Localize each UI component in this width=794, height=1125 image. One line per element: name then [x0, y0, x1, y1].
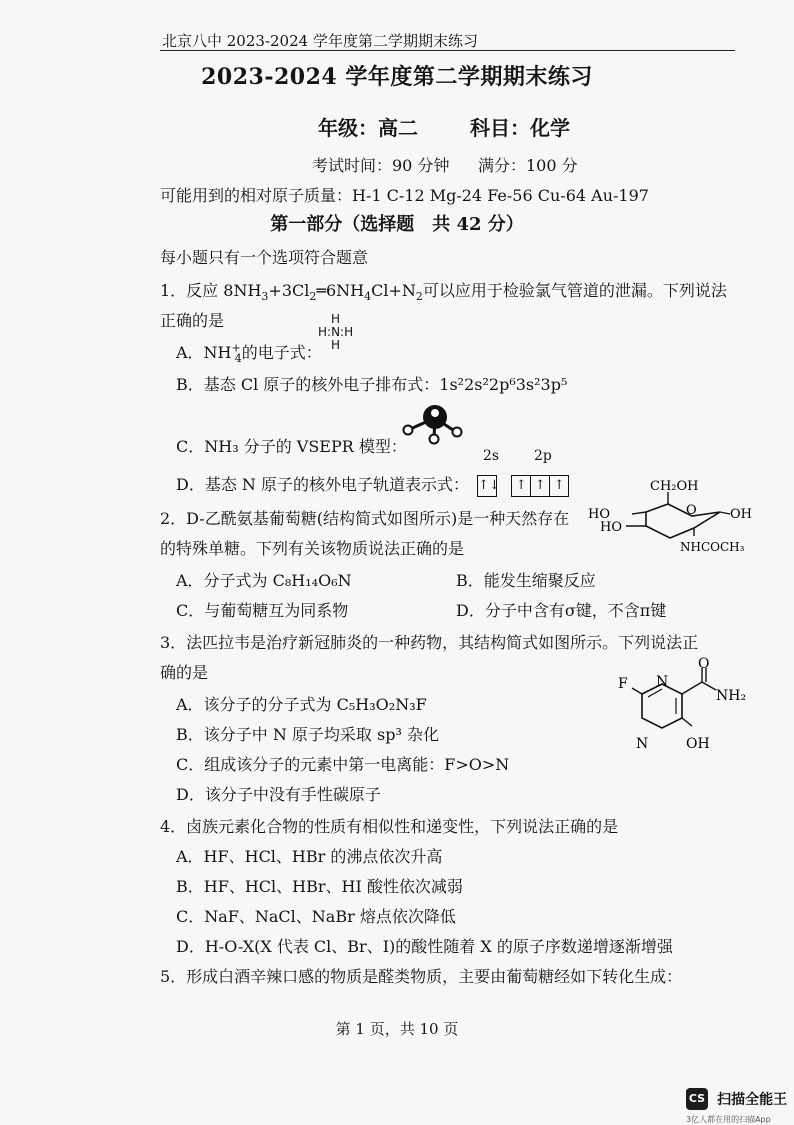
acetylglucosamine-structure	[588, 476, 764, 560]
atomic-masses: 可能用到的相对原子质量：H-1 C-12 Mg-24 Fe-56 Cu-64 Au-197	[160, 186, 649, 205]
ammonium-lewis-structure: H H:N:H H	[318, 312, 354, 352]
q2-stem: 2．D-乙酰氨基葡萄糖(结构简式如图所示)是一种天然存在	[160, 509, 570, 528]
part-one-intro: 每小题只有一个选项符合题意	[160, 248, 369, 267]
q3-option-a: A．该分子的分子式为 C₅H₃O₂N₃F	[176, 695, 427, 714]
vsepr-model-diagram	[400, 400, 470, 448]
subject-label: 科目：化学	[470, 116, 570, 140]
orbital-2s-boxes: ↑↓	[478, 474, 497, 497]
q1-stem-line2: 正确的是	[160, 311, 225, 330]
q4-option-d: D．H-O-X(X 代表 Cl、Br、I)的酸性随着 X 的原子序数递增逐渐增强	[176, 937, 673, 956]
ho-label-1: HO	[588, 507, 610, 522]
carbonyl-oxygen-label: O	[698, 656, 710, 672]
oh-label: OH	[730, 507, 752, 522]
q3-option-d: D．该分子中没有手性碳原子	[176, 785, 381, 804]
exam-time: 考试时间：90 分钟	[312, 156, 450, 175]
nhcoch3-label: NHCOCH₃	[680, 540, 745, 554]
q1-option-b: B．基态 Cl 原子的核外电子排布式：1s²2s²2p⁶3s²3p⁵	[176, 375, 568, 394]
scanner-logo-icon: CS	[686, 1088, 708, 1110]
q5-stem: 5．形成白酒辛辣口感的物质是醛类物质，主要由葡萄糖经如下转化生成：	[160, 967, 683, 986]
ho-label-2: HO	[600, 520, 622, 535]
q4-stem: 4．卤族元素化合物的性质有相似性和递变性，下列说法正确的是	[160, 817, 619, 836]
part-one-title: 第一部分（选择题 共 42 分）	[270, 214, 524, 235]
scanner-app-name: 扫描全能王	[717, 1092, 788, 1108]
ch2oh-label: CH₂OH	[650, 479, 699, 494]
q2-option-b: B．能发生缩聚反应	[456, 571, 596, 590]
ring-nitrogen-bottom-label: N	[636, 736, 649, 752]
q3-stem: 3．法匹拉韦是治疗新冠肺炎的一种药物，其结构简式如图所示。下列说法正	[160, 633, 699, 652]
q3-option-b: B．该分子中 N 原子均采取 sp³ 杂化	[176, 725, 439, 744]
ring-nitrogen-top-label: N	[656, 674, 669, 690]
q2-option-c: C．与葡萄糖互为同系物	[176, 601, 349, 620]
q4-option-c: C．NaF、NaCl、NaBr 熔点依次降低	[176, 907, 456, 926]
page-title: 2023-2024 学年度第二学期期末练习	[201, 64, 593, 90]
q1-option-a: A．$NH^+_4$的电子式：	[176, 341, 322, 366]
q4-option-b: B．HF、HCl、HBr、HI 酸性依次减弱	[176, 877, 463, 896]
q3-stem-line2: 确的是	[160, 663, 209, 682]
fluorine-label: F	[618, 676, 628, 692]
ring-oxygen-label: O	[686, 503, 697, 518]
q1-option-d: D．基态 N 原子的核外电子轨道表示式： ↑↓ ↑ ↑ ↑	[176, 472, 569, 497]
header-divider	[160, 50, 735, 51]
q3-option-c: C．组成该分子的元素中第一电离能：F>O>N	[176, 755, 510, 774]
q2-option-d: D．分子中含有σ键，不含π键	[456, 601, 667, 620]
page-number: 第 1 页，共 10 页	[335, 1020, 459, 1038]
scanner-tagline: 3亿人都在用的扫描App	[686, 1115, 771, 1124]
favipiravir-structure	[596, 656, 747, 756]
scanner-watermark	[686, 1088, 788, 1124]
q2-option-a: A．分子式为 C₈H₁₄O₆N	[176, 571, 352, 590]
q1-stem: 1．反应 $8NH_3+3Cl_2═6NH_4Cl+N_2$可以应用于检验氯气管道的泄漏。下列说法	[160, 281, 727, 304]
q1-option-c: C．NH₃ 分子的 VSEPR 模型：	[176, 437, 407, 456]
school-header: 北京八中 2023-2024 学年度第二学期期末练习	[162, 32, 478, 50]
orbital-label-2p: 2p	[534, 448, 552, 464]
amide-nh2-label: NH₂	[716, 688, 747, 704]
full-score: 满分：100 分	[478, 156, 578, 175]
hydroxyl-label: OH	[686, 736, 710, 752]
q4-option-a: A．HF、HCl、HBr 的沸点依次升高	[176, 847, 443, 866]
orbital-2p-boxes: ↑ ↑ ↑	[512, 474, 569, 497]
orbital-label-2s: 2s	[483, 448, 500, 464]
q2-stem-line2: 的特殊单糖。下列有关该物质说法正确的是	[160, 539, 465, 558]
grade-label: 年级：高二	[318, 116, 418, 140]
